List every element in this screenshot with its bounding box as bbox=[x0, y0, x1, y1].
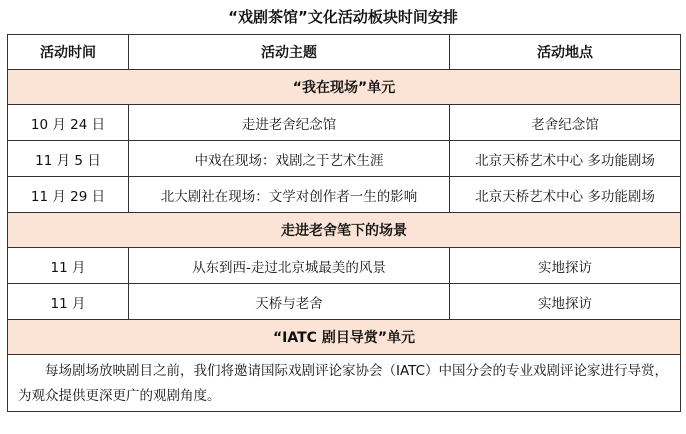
cell-place: 北京天桥艺术中心 多功能剧场 bbox=[450, 177, 681, 213]
note-text: 每场剧场放映剧目之前，我们将邀请国际戏剧评论家协会（IATC）中国分会的专业戏剧评论家进行导赏，为观众提供更深更广的观剧角度。 bbox=[18, 363, 669, 404]
cell-place: 实地探访 bbox=[450, 248, 681, 284]
cell-topic: 从东到西-走过北京城最美的风景 bbox=[129, 248, 450, 284]
cell-topic: 走进老舍纪念馆 bbox=[129, 105, 450, 141]
schedule-table bbox=[7, 34, 681, 412]
note-cell bbox=[8, 355, 681, 412]
section-heading: “IATC 剧目导赏”单元 bbox=[8, 320, 681, 355]
header-time: 活动时间 bbox=[8, 35, 129, 70]
cell-time: 11 月 bbox=[8, 248, 129, 284]
cell-topic: 天桥与老舍 bbox=[129, 284, 450, 320]
section-row bbox=[8, 320, 681, 355]
table-row bbox=[8, 284, 681, 320]
cell-topic: 中戏在现场：戏剧之于艺术生涯 bbox=[129, 141, 450, 177]
cell-place: 老舍纪念馆 bbox=[450, 105, 681, 141]
cell-time: 10 月 24 日 bbox=[8, 105, 129, 141]
cell-place: 北京天桥艺术中心 多功能剧场 bbox=[450, 141, 681, 177]
table-row bbox=[8, 105, 681, 141]
cell-place: 实地探访 bbox=[450, 284, 681, 320]
cell-time: 11 月 5 日 bbox=[8, 141, 129, 177]
table-row bbox=[8, 248, 681, 284]
table-row bbox=[8, 141, 681, 177]
table-row bbox=[8, 177, 681, 213]
cell-topic: 北大剧社在现场：文学对创作者一生的影响 bbox=[129, 177, 450, 213]
header-topic: 活动主题 bbox=[129, 35, 450, 70]
section-row bbox=[8, 213, 681, 248]
header-row bbox=[8, 35, 681, 70]
section-heading: 走进老舍笔下的场景 bbox=[8, 213, 681, 248]
note-row bbox=[8, 355, 681, 412]
cell-time: 11 月 bbox=[8, 284, 129, 320]
page-title: “戏剧茶馆”文化活动板块时间安排 bbox=[228, 8, 458, 26]
section-heading: “我在现场”单元 bbox=[8, 70, 681, 105]
cell-time: 11 月 29 日 bbox=[8, 177, 129, 213]
section-row bbox=[8, 70, 681, 105]
header-place: 活动地点 bbox=[450, 35, 681, 70]
